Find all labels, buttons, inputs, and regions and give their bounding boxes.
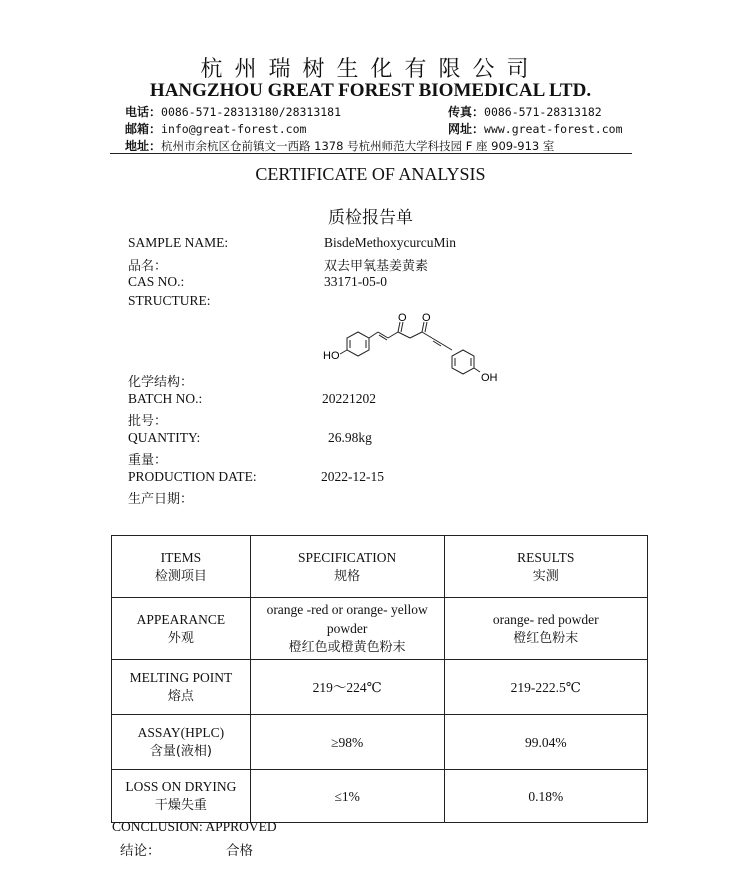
fax-label: 传真： <box>448 105 485 119</box>
address-value: 杭州市余杭区仓前镇文一西路 1378 号杭州师范大学科技园 F 座 909-913 室 <box>161 139 555 153</box>
batch-label: BATCH NO.: <box>128 391 203 406</box>
conclusion-value-cn: 合格 <box>226 843 253 859</box>
appearance-item-cn: 外观 <box>167 630 194 646</box>
conclusion-line <box>112 819 277 835</box>
header-specification-cn: 规格 <box>334 568 361 584</box>
structure-bonds <box>340 322 480 374</box>
header-cell-specification <box>250 536 444 598</box>
conclusion-label-cn: 结论： <box>120 843 161 859</box>
production-date-value: 2022-12-15 <box>321 469 384 484</box>
fax-value: 0086-571-28313182 <box>484 105 602 119</box>
assay-item-cn: 含量(液相) <box>149 744 212 759</box>
row-lod-result: 0.18% <box>444 770 648 823</box>
cas-label: CAS NO.: <box>128 274 185 289</box>
header-cell-items <box>112 536 251 598</box>
sample-name-label: SAMPLE NAME: <box>128 235 229 250</box>
table-row <box>112 660 648 715</box>
row-melting-item <box>112 660 251 715</box>
appearance-spec-en: orange -red or orange- yellow powder <box>266 602 428 636</box>
contact-address <box>125 137 554 154</box>
batch-value: 20221202 <box>322 391 376 406</box>
conclusion-label: CONCLUSION: <box>112 819 203 834</box>
conclusion-value: APPROVED <box>205 819 277 834</box>
tel-value: 0086-571-28313180/28313181 <box>161 105 342 119</box>
lod-item-en: LOSS ON DRYING <box>125 779 237 794</box>
row-assay-result: 99.04% <box>444 715 648 770</box>
contact-tel <box>125 103 341 120</box>
company-name-en: HANGZHOU GREAT FOREST BIOMEDICAL LTD. <box>149 80 592 101</box>
row-assay-spec: ≥98% <box>250 715 444 770</box>
header-items-cn: 检测项目 <box>154 568 207 584</box>
row-melting-result: 219-222.5℃ <box>444 660 648 715</box>
web-value: www.great-forest.com <box>484 122 623 136</box>
web-label: 网址： <box>448 122 485 136</box>
company-name-cn: 杭州瑞树生化有限公司 <box>200 57 541 82</box>
batch-label-cn: 批号： <box>128 414 168 429</box>
structure-label-o2: O <box>422 312 431 324</box>
structure-label: STRUCTURE: <box>128 293 211 308</box>
header-specification-en: SPECIFICATION <box>298 549 397 565</box>
row-appearance-item <box>112 598 251 660</box>
row-appearance-spec <box>250 598 444 660</box>
address-label: 地址： <box>125 139 162 153</box>
header-results-en: RESULTS <box>517 549 575 565</box>
production-date-label: PRODUCTION DATE: <box>128 469 257 484</box>
document-title-cn: 质检报告单 <box>328 208 413 228</box>
quantity-label-cn: 重量： <box>128 453 168 468</box>
contact-email <box>125 120 306 137</box>
row-lod-item <box>112 770 251 823</box>
appearance-result-en: orange- red powder <box>492 611 599 627</box>
email-label: 邮箱： <box>125 122 162 136</box>
assay-item-en: ASSAY(HPLC) <box>137 725 225 740</box>
quantity-label: QUANTITY: <box>128 430 201 445</box>
melting-item-en: MELTING POINT <box>129 670 233 685</box>
chemical-structure-diagram <box>318 308 508 388</box>
appearance-item-en: APPEARANCE <box>136 611 226 627</box>
contact-web <box>448 120 623 137</box>
document-title: CERTIFICATE OF ANALYSIS <box>255 164 486 184</box>
row-lod-spec: ≤1% <box>250 770 444 823</box>
melting-item-cn: 熔点 <box>167 689 194 704</box>
structure-label-cn: 化学结构： <box>128 375 194 390</box>
email-value: info@great-forest.com <box>161 122 307 136</box>
cas-value: 33171-05-0 <box>324 274 387 289</box>
structure-label-ho: HO <box>323 350 340 362</box>
structure-label-oh: OH <box>481 372 498 384</box>
contact-fax <box>448 103 602 120</box>
test-results-table <box>111 535 648 823</box>
sample-name-value: BisdeMethoxycurcuMin <box>324 235 456 250</box>
row-melting-spec: 219～224℃ <box>250 660 444 715</box>
row-appearance-result <box>444 598 648 660</box>
sample-name-label-cn: 品名： <box>128 259 168 274</box>
header-results-cn: 实测 <box>532 568 559 584</box>
row-assay-item <box>112 715 251 770</box>
lod-item-cn: 干燥失重 <box>154 798 207 813</box>
appearance-spec-cn: 橙红色或橙黄色粉末 <box>288 640 406 655</box>
table-row <box>112 770 648 823</box>
header-items-en: ITEMS <box>160 549 202 565</box>
tel-label: 电话： <box>125 105 162 119</box>
production-date-label-cn: 生产日期： <box>128 492 194 507</box>
header-cell-results <box>444 536 648 598</box>
structure-label-o1: O <box>398 312 407 324</box>
table-row <box>112 715 648 770</box>
header-divider <box>110 153 632 154</box>
sample-name-value-cn: 双去甲氧基姜黄素 <box>324 259 429 274</box>
table-header-row <box>112 536 648 598</box>
table-row <box>112 598 648 660</box>
appearance-result-cn: 橙红色粉末 <box>513 630 579 646</box>
quantity-value: 26.98kg <box>328 430 372 445</box>
